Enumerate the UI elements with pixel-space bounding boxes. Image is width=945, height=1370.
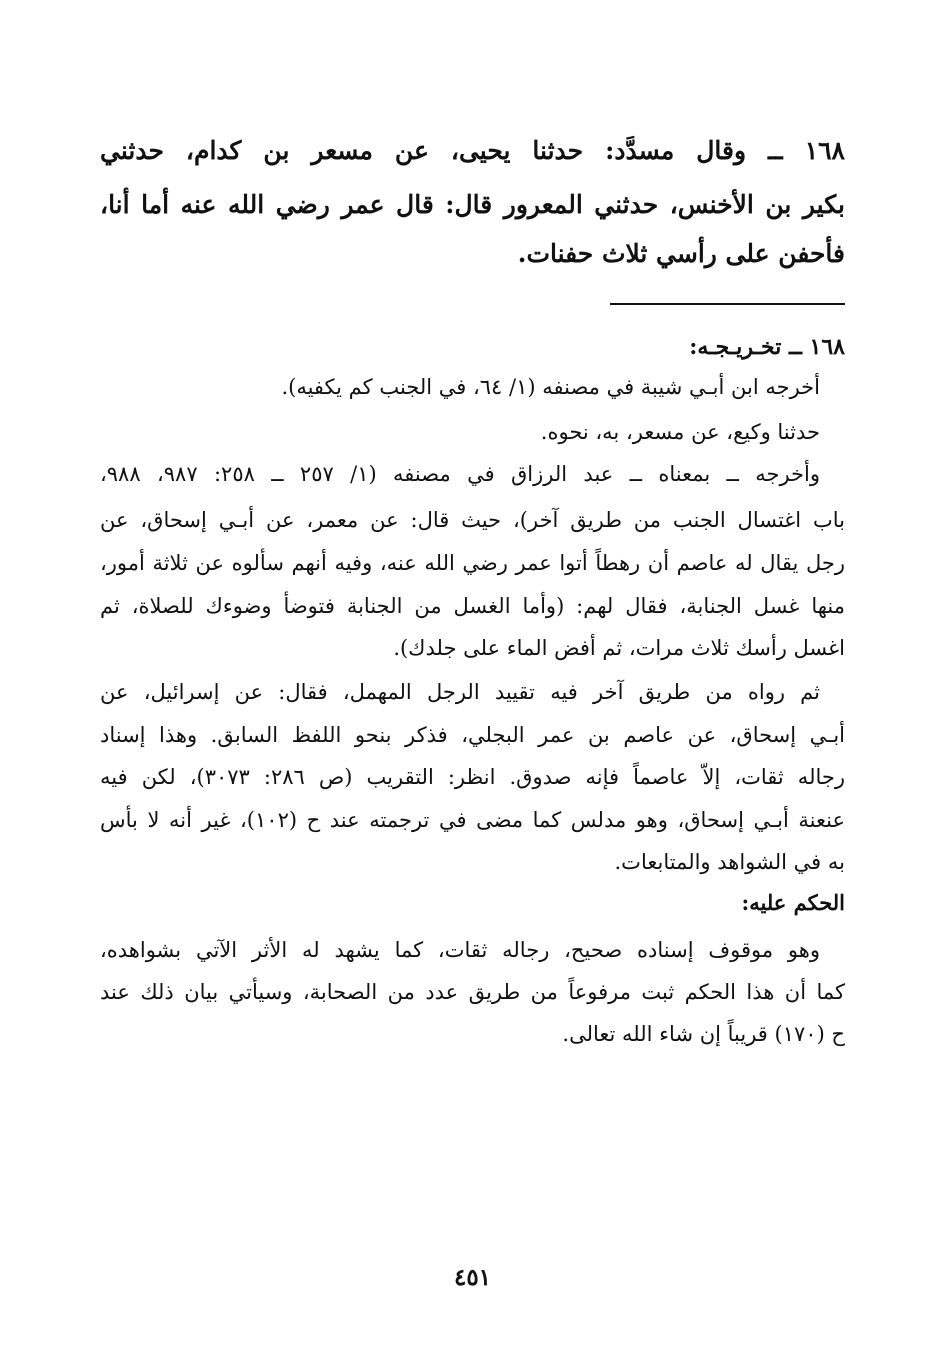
takhrij-line: باب اغتسال الجنب من طريق آخر)، حيث قال: عن معمر، عن أبـي إسحاق، عن (100, 508, 845, 532)
takhrij-line: عنعنة أبـي إسحاق، وهو مدلس كما مضى في ترجمته عند ح (١٠٢)، غير أنه لا بأس (100, 808, 845, 832)
takhrij-line: أخرجه ابن أبـي شيبة في مصنفه (١/ ٦٤، في الجنب كم يكفيه). (281, 375, 820, 399)
ruling-line: كما أن هذا الحكم ثبت مرفوعاً من طريق عدد من الصحابة، وسيأتي بيان ذلك عند (100, 980, 845, 1004)
ruling-line: ح (١٧٠) قريباً إن شاء الله تعالى. (562, 1022, 845, 1046)
page-number: ٤٥١ (453, 1264, 492, 1291)
takhrij-heading: ١٦٨ ــ تخـريـجـه: (689, 334, 845, 360)
takhrij-line: به في الشواهد والمتابعات. (614, 850, 845, 874)
takhrij-line: منها غسل الجنابة، فقال لهم: (وأما الغسل من الجنابة فتوضأ وضوءك للصلاة، ثم (100, 594, 845, 618)
takhrij-line: ثم رواه من طريق آخر فيه تقييد الرجل المهمل، فقال: عن إسرائيل، عن (100, 680, 820, 704)
takhrij-line: أبـي إسحاق، عن عاصم بن عمر البجلي، فذكر بنحو اللفظ السابق. وهذا إسناد (100, 723, 845, 747)
takhrij-line: اغسل رأسك ثلاث مرات، ثم أفض الماء على جلدك). (393, 636, 845, 660)
takhrij-line: وأخرجه ــ بمعناه ــ عبد الرزاق في مصنفه (١/ ٢٥٧ ــ ٢٥٨: ٩٨٧، ٩٨٨، (100, 462, 820, 486)
hadith-line: ١٦٨ ــ وقال مسدَّد: حدثنا يحيى، عن مسعر بن كدام، حدثني (100, 136, 845, 165)
footnote-separator (610, 303, 845, 305)
takhrij-line: رجاله ثقات، إلاّ عاصماً فإنه صدوق. انظر: التقريب (ص ٢٨٦: ٣٠٧٣)، لكن فيه (100, 765, 845, 789)
ruling-line: وهو موقوف إسناده صحيح، رجاله ثقات، كما يشهد له الأثر الآتي بشواهده، (100, 938, 820, 962)
takhrij-line: رجل يقال له عاصم أن رهطاً أتوا عمر رضي الله عنه، وفيه أنهم سألوه عن ثلاثة أمور، (100, 551, 845, 575)
ruling-heading: الحكم عليه: (741, 890, 845, 915)
hadith-line: فأحفن على رأسي ثلاث حفنات. (517, 239, 845, 268)
hadith-line: بكير بن الأخنس، حدثني المعرور قال: قال عمر رضي الله عنه أما أنا، (100, 190, 845, 219)
takhrij-line: حدثنا وكيع، عن مسعر، به، نحوه. (540, 420, 820, 444)
